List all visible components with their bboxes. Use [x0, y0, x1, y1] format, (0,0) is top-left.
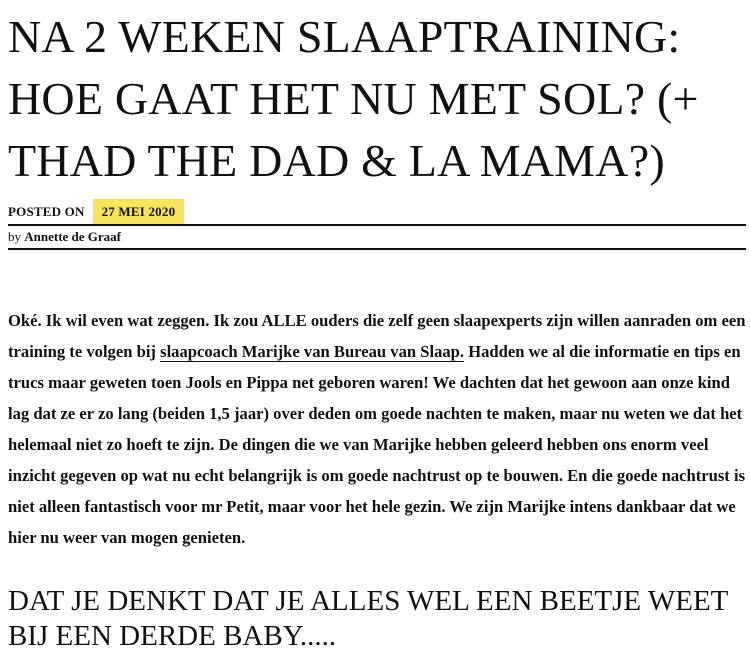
- intro-paragraph: [8, 305, 750, 553]
- by-label: by: [8, 229, 21, 244]
- intro-text-after-link: Hadden we al die informatie en tips en trucs maar geweten toen Jools en Pippa net geboren waren! We dachten dat het gewoon aan onze kind lag dat ze er zo lang (beiden 1,5 jaar) over deden om goede nachten te maken, maar nu weten we dat het helemaal niet zo hoeft te zijn. De dingen die we van Marijke hebben geleerd hebben ons enorm veel inzicht gegeven op wat nu echt belangrijk is om goede nachtrust op te bouwen. En die goede nachtrust is niet alleen fantastisch voor mr Petit, maar voor het hele gezin. We zijn Marijke intens dankbaar dat we hier nu weer van mogen genieten.: [8, 342, 746, 547]
- post-author-line: [8, 226, 746, 250]
- intro-text-before-link: Oké. Ik wil even wat zeggen. Ik zou ALLE ouders die zelf geen slaapexperts zijn willen aanraden om een training te volgen bij: [8, 311, 746, 361]
- post-title: NA 2 WEKEN SLAAPTRAINING: HOE GAAT HET NU MET SOL? (+ THAD THE DAD & LA MAMA?): [8, 11, 699, 186]
- author-link[interactable]: Annette de Graaf: [24, 229, 122, 244]
- section-heading: DAT JE DENKT DAT JE ALLES WEL EEN BEETJE WEET BIJ EEN DERDE BABY.....: [8, 585, 728, 652]
- slaapcoach-link[interactable]: slaapcoach Marijke van Bureau van Slaap.: [160, 342, 465, 361]
- posted-on-label: POSTED ON: [8, 203, 85, 219]
- post-meta: [8, 199, 746, 226]
- post-date-badge[interactable]: 27 MEI 2020: [93, 199, 185, 224]
